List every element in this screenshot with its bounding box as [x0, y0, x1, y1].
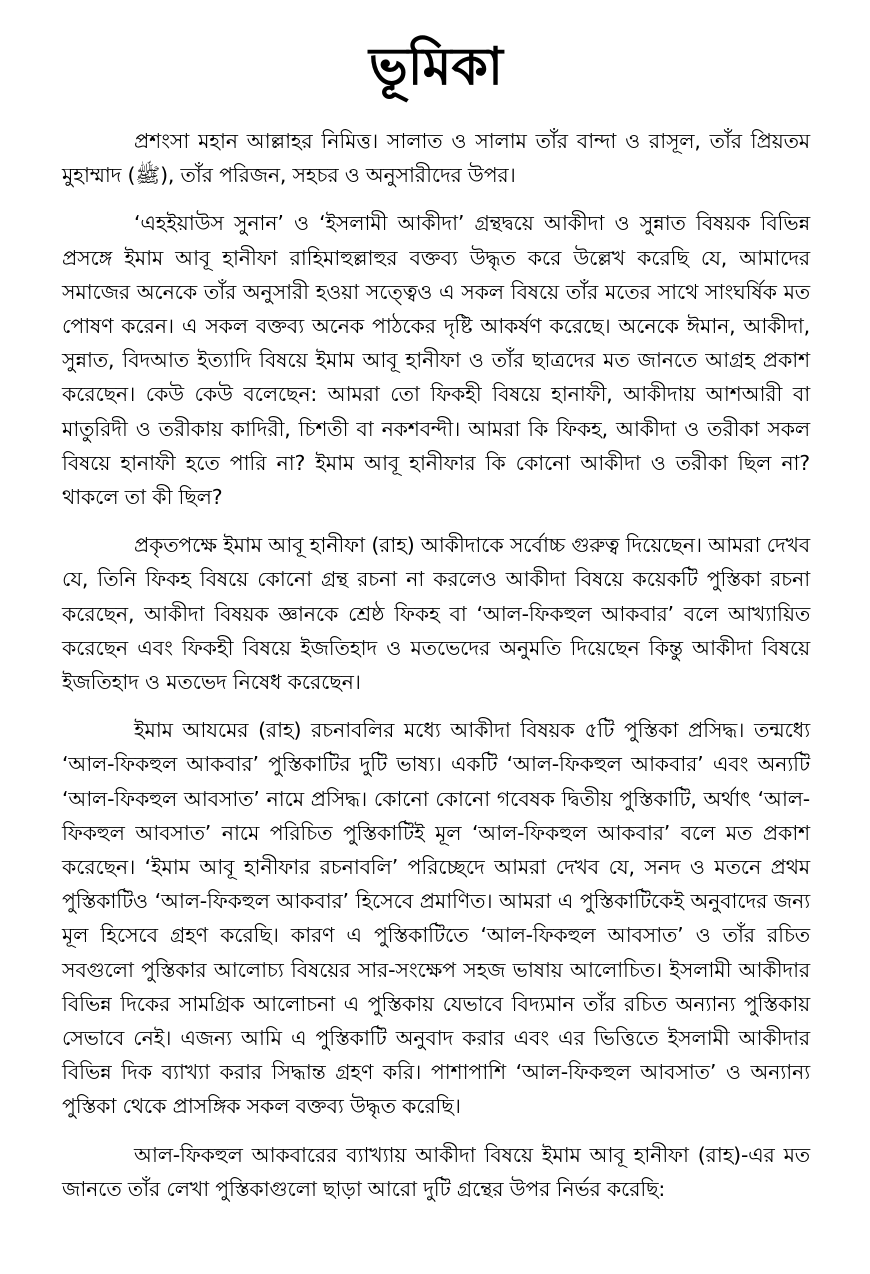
page-title: ভূমিকা — [369, 37, 503, 97]
paragraph-context: ‘এহইয়াউস সুনান’ ও ‘ইসলামী আকীদা’ গ্রন্থদ্বয়ে আকীদা ও সুন্নাত বিষয়ক বিভিন্ন প্রসঙ্গে ইমাম আবূ হানীফা রাহিমাহুল্লাহুর বক্তব্য উদ্ধৃত করে উল্লেখ করেছি যে, আমাদের সমাজের অনেকে তাঁর অনুসারী হওয়া সত্ত্বেও এ সকল বিষয়ে তাঁর মতের সাথে সাংঘর্ষিক মত পোষণ করেন। এ সকল বক্তব্য অনেক পাঠকের দৃষ্টি আকর্ষণ করেছে। অনেকে ঈমান, আকীদা, সুন্নাত, বিদআত ইত্যাদি বিষয়ে ইমাম আবূ হানীফা ও তাঁর ছাত্রদের মত জানতে আগ্রহ প্রকাশ করেছেন। কেউ কেউ বলেছেন: আমরা তো ফিকহী বিষয়ে হানাফী, আকীদায় আশআরী বা মাতুরিদী ও তরীকায় কাদিরী, চিশতী বা নকশবন্দী। আমরা কি ফিকহ, আকীদা ও তরীকা সকল বিষয়ে হানাফী হতে পারি না? ইমাম আবূ হানীফার কি কোনো আকীদা ও তরীকা ছিল না? থাকলে তা কী ছিল? — [62, 211, 810, 510]
paragraph-importance: প্রকৃতপক্ষে ইমাম আবূ হানীফা (রাহ) আকীদাকে সর্বোচ্চ গুরুত্ব দিয়েছেন। আমরা দেখব যে, তিনি ফিকহ বিষয়ে কোনো গ্রন্থ রচনা না করলেও আকীদা বিষয়ে কয়েকটি পুস্তিকা রচনা করেছেন, আকীদা বিষয়ক জ্ঞানকে শ্রেষ্ঠ ফিকহ বা ‘আল-ফিকহুল আকবার’ বলে আখ্যায়িত করেছেন এবং ফিকহী বিষয়ে ইজতিহাদ ও মতভেদের অনুমতি দিয়েছেন কিন্তু আকীদা বিষয়ে ইজতিহাদ ও মতভেদ নিষেধ করেছেন। — [62, 533, 810, 695]
paragraph-works: ইমাম আযমের (রাহ) রচনাবলির মধ্যে আকীদা বিষয়ক ৫টি পুস্তিকা প্রসিদ্ধ। তন্মধ্যে ‘আল-ফিকহুল আকবার’ পুস্তিকাটির দুটি ভাষ্য। একটি ‘আল-ফিকহুল আকবার’ এবং অন্যটি ‘আল-ফিকহুল আবসাত’ নামে প্রসিদ্ধ। কোনো কোনো গবেষক দ্বিতীয় পুস্তিকাটি, অর্থাৎ ‘আল-ফিকহুল আবসাত’ নামে পরিচিত পুস্তিকাটিই মূল ‘আল-ফিকহুল আকবার’ বলে মত প্রকাশ করেছেন। ‘ইমাম আবূ হানীফার রচনাবলি’ পরিচ্ছেদে আমরা দেখব যে, সনদ ও মতনে প্রথম পুস্তিকাটিও ‘আল-ফিকহুল আকবার’ হিসেবে প্রমাণিত। আমরা এ পুস্তিকাটিকেই অনুবাদের জন্য মূল হিসেবে গ্রহণ করেছি। কারণ এ পুস্তিকাটিতে ‘আল-ফিকহুল আবসাত’ ও তাঁর রচিত সবগুলো পুস্তিকার আলোচ্য বিষয়ের সার-সংক্ষেপ সহজ ভাষায় আলোচিত। ইসলামী আকীদার বিভিন্ন দিকের সামগ্রিক আলোচনা এ পুস্তিকায় যেভাবে বিদ্যমান তাঁর রচিত অন্যান্য পুস্তিকায় সেভাবে নেই। এজন্য আমি এ পুস্তিকাটি অনুবাদ করার এবং এর ভিত্তিতে ইসলামী আকীদার বিভিন্ন দিক ব্যাখ্যা করার সিদ্ধান্ত গ্রহণ করি। পাশাপাশি ‘আল-ফিকহুল আবসাত’ ও অন্যান্য পুস্তিকা থেকে প্রাসঙ্গিক সকল বক্তব্য উদ্ধৃত করেছি। — [62, 718, 810, 1119]
paragraph-sources: আল-ফিকহুল আকবারের ব্যাখ্যায় আকীদা বিষয়ে ইমাম আবূ হানীফা (রাহ)-এর মত জানতে তাঁর লেখা পুস্তিকাগুলো ছাড়া আরো দুটি গ্রন্থের উপর নির্ভর করেছি: — [62, 1142, 810, 1201]
paragraph-opening: প্রশংসা মহান আল্লাহর নিমিত্ত। সালাত ও সালাম তাঁর বান্দা ও রাসূল, তাঁর প্রিয়তম মুহাম্মাদ (ﷺ), তাঁর পরিজন, সহচর ও অনুসারীদের উপর। — [62, 129, 810, 188]
